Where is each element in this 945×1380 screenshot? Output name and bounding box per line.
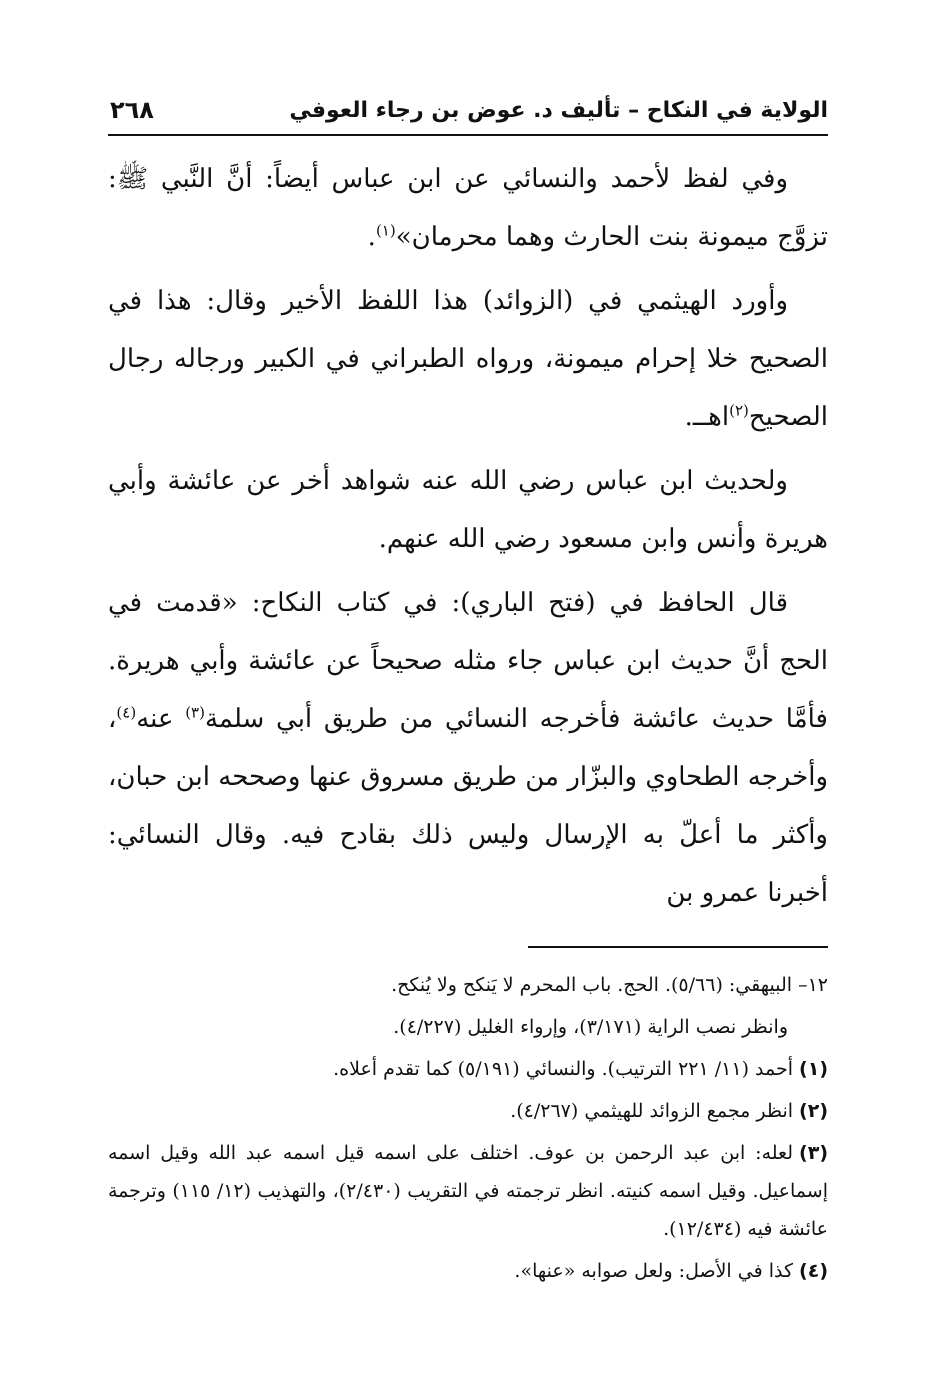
header-title: الولاية في النكاح – تأليف د. عوض بن رجاء العوفي (289, 98, 828, 123)
paragraph-tail: اهــ. (684, 402, 730, 432)
footnote-number: (١) (799, 1058, 828, 1080)
footnote-ref: (١) (375, 221, 396, 240)
paragraph-2 (108, 272, 828, 446)
paragraph-3 (108, 452, 828, 568)
footnote-ref: (٤) (116, 703, 137, 722)
paragraph-text: وفي لفظ لأحمد والنسائي عن ابن عباس أيضاً: أنَّ النَّبي ﷺ: تزوَّج ميمونة بنت الحارث وهما محرمان» (108, 164, 828, 252)
paragraph-tail: ، وأخرجه الطحاوي والبزّار من طريق مسروق عنها وصححه ابن حبان، وأكثر ما أعلّ به الإرسال وليس ذلك بقادح فيه. وقال النسائي: أخبرنا عمرو بن (108, 704, 828, 908)
footnote-item (108, 1050, 828, 1088)
footnote-text: ١٢– البيهقي: (٥/٦٦). الحج. باب المحرم لا يَنكح ولا يُنكح. (391, 974, 828, 996)
page-number: ٢٦٨ (110, 96, 154, 124)
footnote-number: (٣) (799, 1142, 828, 1164)
footnote-text: كذا في الأصل: ولعل صوابه «عنها». (514, 1260, 794, 1282)
paragraph-tail: . (367, 222, 376, 252)
footnote-item (108, 966, 828, 1004)
footnote-item (108, 1092, 828, 1130)
footnote-item (108, 1008, 828, 1046)
footnote-text: انظر مجمع الزوائد للهيثمي (٤/٢٦٧). (510, 1100, 794, 1122)
paragraph-4 (108, 574, 828, 922)
footnote-number: (٢) (799, 1100, 828, 1122)
paragraph-1 (108, 150, 828, 266)
footnote-item (108, 1252, 828, 1290)
footnote-text: وانظر نصب الراية (٣/١٧١)، وإرواء الغليل (٤/٢٢٧). (393, 1016, 788, 1038)
running-header (108, 88, 828, 136)
footnote-item (108, 1134, 828, 1248)
book-page (108, 88, 828, 1294)
footnote-ref: (٢) (729, 401, 749, 420)
main-text (108, 150, 828, 922)
paragraph-text: وأورد الهيثمي في (الزوائد) هذا اللفظ الأخير وقال: هذا في الصحيح خلا إحرام ميمونة، ورواه الطبراني في الكبير ورجاله رجال الصحيح (108, 286, 828, 432)
footnote-number: (٤) (799, 1260, 828, 1282)
footnote-text: لعله: ابن عبد الرحمن بن عوف. اختلف على اسمه قيل اسمه عبد الله وقيل اسمه إسماعيل. وقيل اسمه كنيته. انظر ترجمته في التقريب (٢/٤٣٠)، والتهذيب (١٢/ ١١٥) وترجمة عائشة فيه (١٢/٤٣٤). (108, 1142, 828, 1240)
paragraph-text: ولحديث ابن عباس رضي الله عنه شواهد أخر عن عائشة وأبي هريرة وأنس وابن مسعود رضي الله عنهم. (108, 466, 828, 554)
footnote-text: أحمد (١١/ ٢٢١ الترتيب). والنسائي (٥/١٩١) كما تقدم أعلاه. (333, 1058, 794, 1080)
footnote-separator (528, 946, 828, 948)
paragraph-mid: عنه (136, 704, 186, 734)
footnote-ref: (٣) (185, 703, 205, 722)
footnotes (108, 966, 828, 1290)
paragraph-text: قال الحافظ في (فتح الباري): في كتاب النكاح: «قدمت في الحج أنَّ حديث ابن عباس جاء مثله صحيحاً عن عائشة وأبي هريرة. فأمَّا حديث عائشة فأخرجه النسائي من طريق أبي سلمة (108, 588, 828, 734)
